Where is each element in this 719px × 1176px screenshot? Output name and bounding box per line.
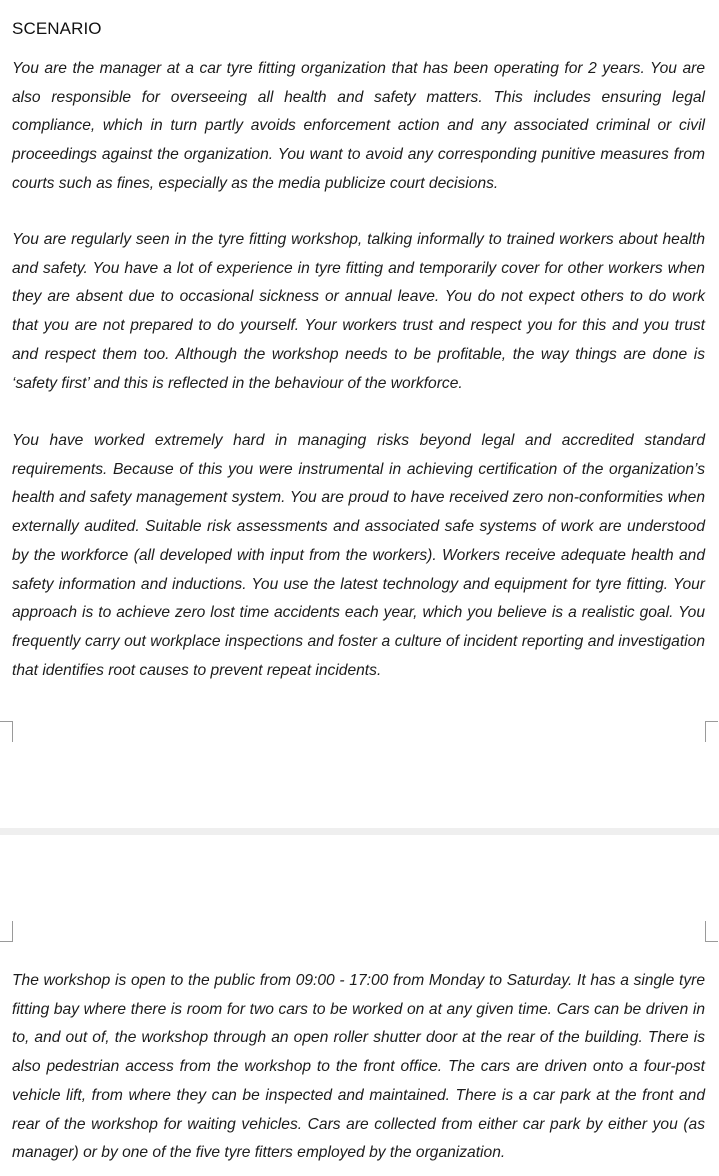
page-corner-mark-right bbox=[705, 721, 718, 742]
page-separator bbox=[0, 828, 719, 835]
scenario-heading: SCENARIO bbox=[12, 19, 102, 38]
paragraph-4: The workshop is open to the public from 09:00 - 17:00 from Monday to Saturday. It has a single tyre fitting bay where there is room for two cars to be worked on at any given time. Cars can be driven in to, and out of, the workshop through an open roller shutter door at the rear of the building. There is also pedestrian access from the workshop to the front office. The cars are driven onto a four-post vehicle lift, from where they can be inspected and maintained. There is a car park at the front and rear of the workshop for waiting vehicles. Cars are collected from either car park by either you (as manager) or by one of the five tyre fitters employed by the organization. bbox=[12, 972, 705, 1162]
paragraph-3: You have worked extremely hard in managing risks beyond legal and accredited standard requirements. Because of this you were instrumental in achieving certification of the organization’s health and safety management system. You are proud to have received zero non-conformities when externally audited. Suitable risk assessments and associated safe systems of work are understood by the workforce (all developed with input from the workers). Workers receive adequate health and safety information and inductions. You use the latest technology and equipment for tyre fitting. Your approach is to achieve zero lost time accidents each year, which you believe is a realistic goal. You frequently carry out workplace inspections and foster a culture of incident reporting and investigation that identifies root causes to prevent repeat incidents. bbox=[12, 432, 705, 679]
paragraph-1: You are the manager at a car tyre fitting organization that has been operating for 2 years. You are also responsible for overseeing all health and safety matters. This includes ensuring legal compliance, which in turn partly avoids enforcement action and any associated criminal or civil proceedings against the organization. You want to avoid any corresponding punitive measures from courts such as fines, especially as the media publicize court decisions. bbox=[12, 60, 705, 192]
page-corner-mark-left bbox=[0, 721, 13, 742]
paragraph-2: You are regularly seen in the tyre fitting workshop, talking informally to trained workers about health and safety. You have a lot of experience in tyre fitting and temporarily cover for other workers when they are absent due to occasional sickness or annual leave. You do not expect others to do work that you are not prepared to do yourself. Your workers trust and respect you for this and you trust and respect them too. Although the workshop needs to be profitable, the way things are done is ‘safety first’ and this is reflected in the behaviour of the workforce. bbox=[12, 231, 705, 392]
page-corner-mark-right bbox=[705, 921, 718, 942]
document-page-2 bbox=[0, 835, 719, 1176]
page-corner-mark-left bbox=[0, 921, 13, 942]
